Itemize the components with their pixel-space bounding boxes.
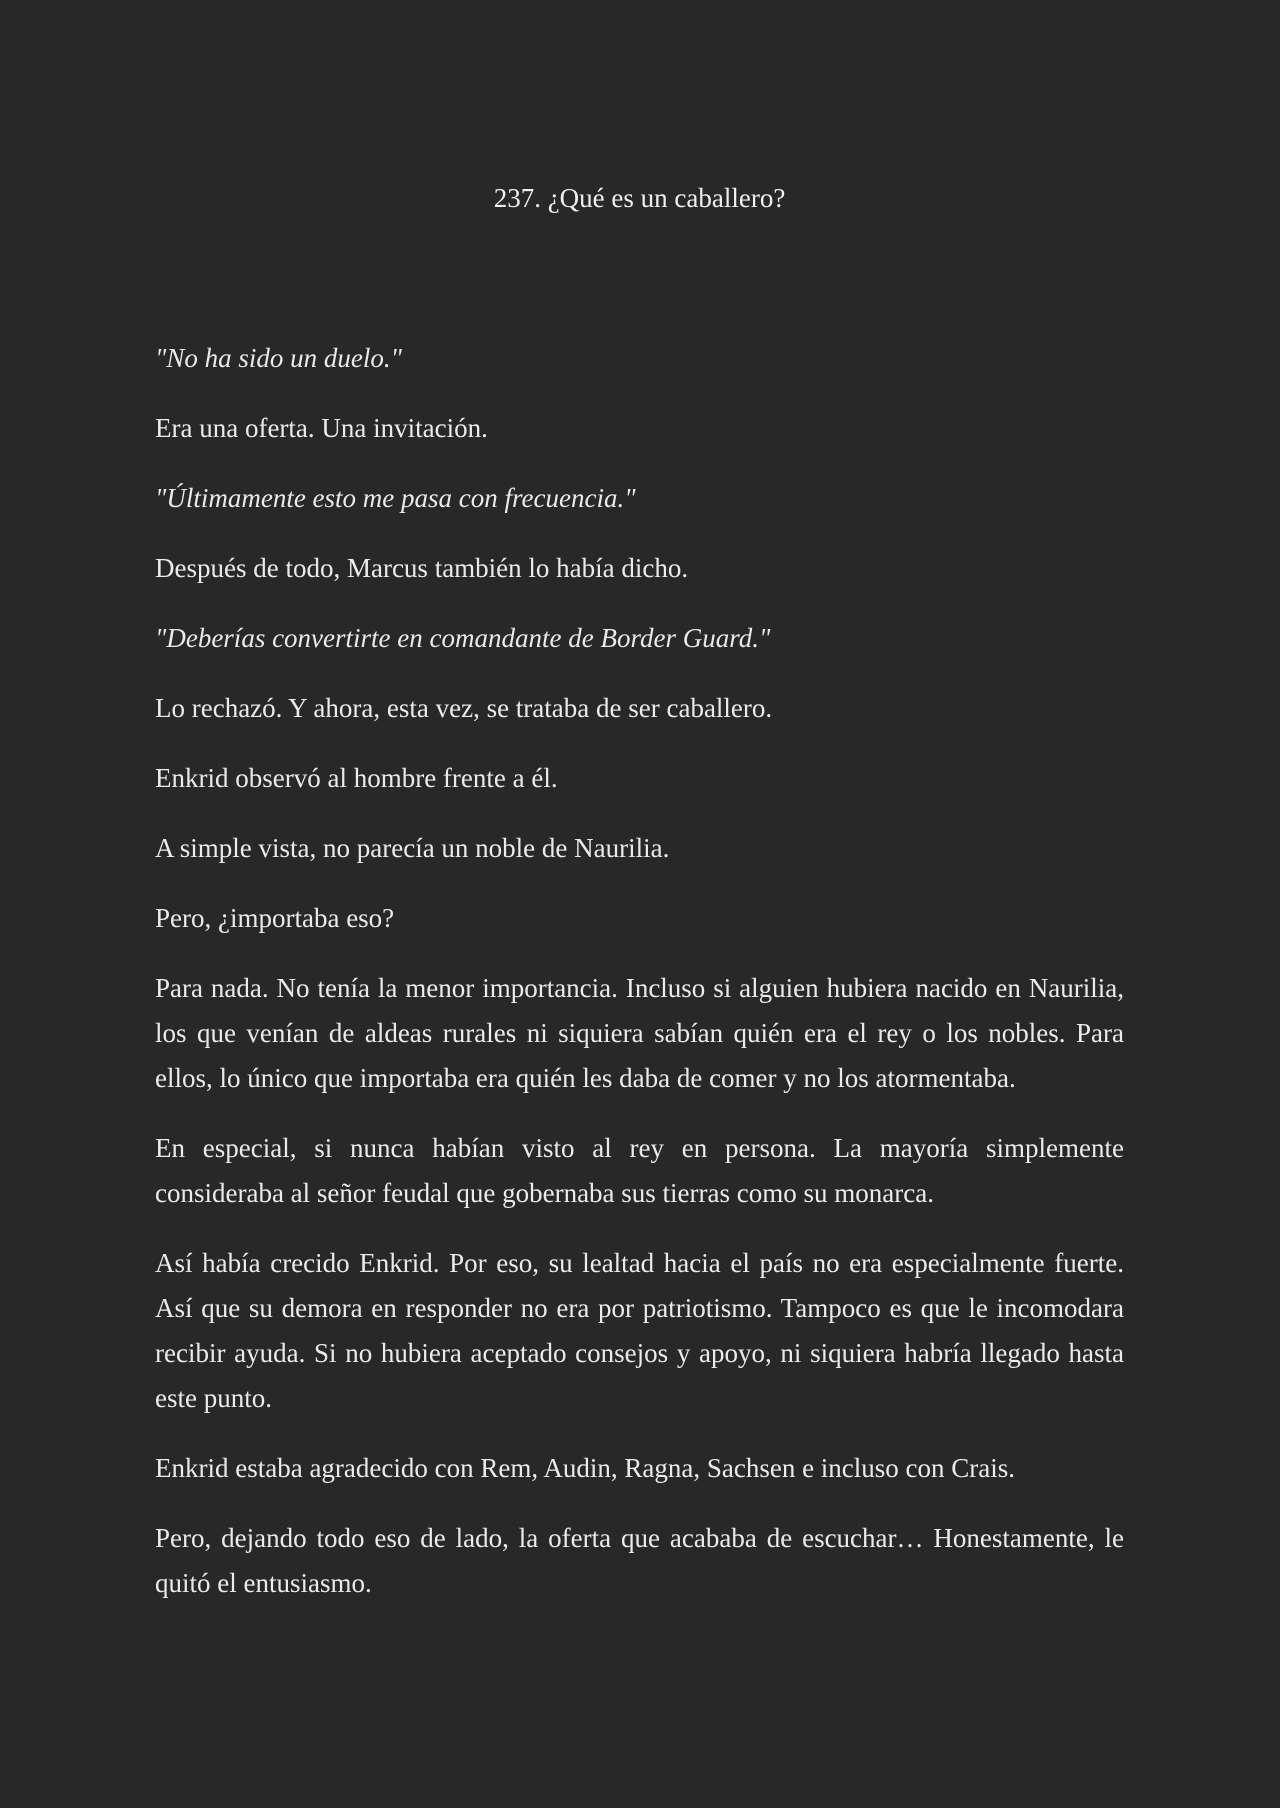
paragraph: Pero, dejando todo eso de lado, la oferta que acababa de escuchar… Honestamente, le quitó el entusiasmo. — [155, 1523, 1124, 1598]
paragraph-dialogue: "No ha sido un duelo." — [155, 343, 402, 373]
paragraph: Pero, ¿importaba eso? — [155, 903, 395, 933]
paragraph: A simple vista, no parecía un noble de Naurilia. — [155, 833, 670, 863]
chapter-body — [155, 336, 1124, 1631]
paragraph-dialogue: "Deberías convertirte en comandante de Border Guard." — [155, 623, 771, 653]
paragraph-dialogue: "Últimamente esto me pasa con frecuencia." — [155, 483, 636, 513]
paragraph: Para nada. No tenía la menor importancia. Incluso si alguien hubiera nacido en Naurilia, los que venían de aldeas rurales ni siquiera sabían quién era el rey o los nobles. Para ellos, lo único que importaba era quién les daba de comer y no los atormentaba. — [155, 973, 1124, 1093]
paragraph: Enkrid observó al hombre frente a él. — [155, 763, 558, 793]
paragraph: En especial, si nunca habían visto al rey en persona. La mayoría simplemente consideraba al señor feudal que gobernaba sus tierras como su monarca. — [155, 1133, 1124, 1208]
paragraph: Lo rechazó. Y ahora, esta vez, se trataba de ser caballero. — [155, 693, 773, 723]
paragraph: Después de todo, Marcus también lo había dicho. — [155, 553, 689, 583]
paragraph: Era una oferta. Una invitación. — [155, 413, 488, 443]
paragraph: Enkrid estaba agradecido con Rem, Audin, Ragna, Sachsen e incluso con Crais. — [155, 1453, 1016, 1483]
chapter-title: 237. ¿Qué es un caballero? — [493, 183, 786, 213]
paragraph: Así había crecido Enkrid. Por eso, su lealtad hacia el país no era especialmente fuerte. Así que su demora en responder no era por patriotismo. Tampoco es que le incomodara recibir ayuda. Si no hubiera aceptado consejos y apoyo, ni siquiera habría llegado hasta este punto. — [155, 1248, 1124, 1413]
